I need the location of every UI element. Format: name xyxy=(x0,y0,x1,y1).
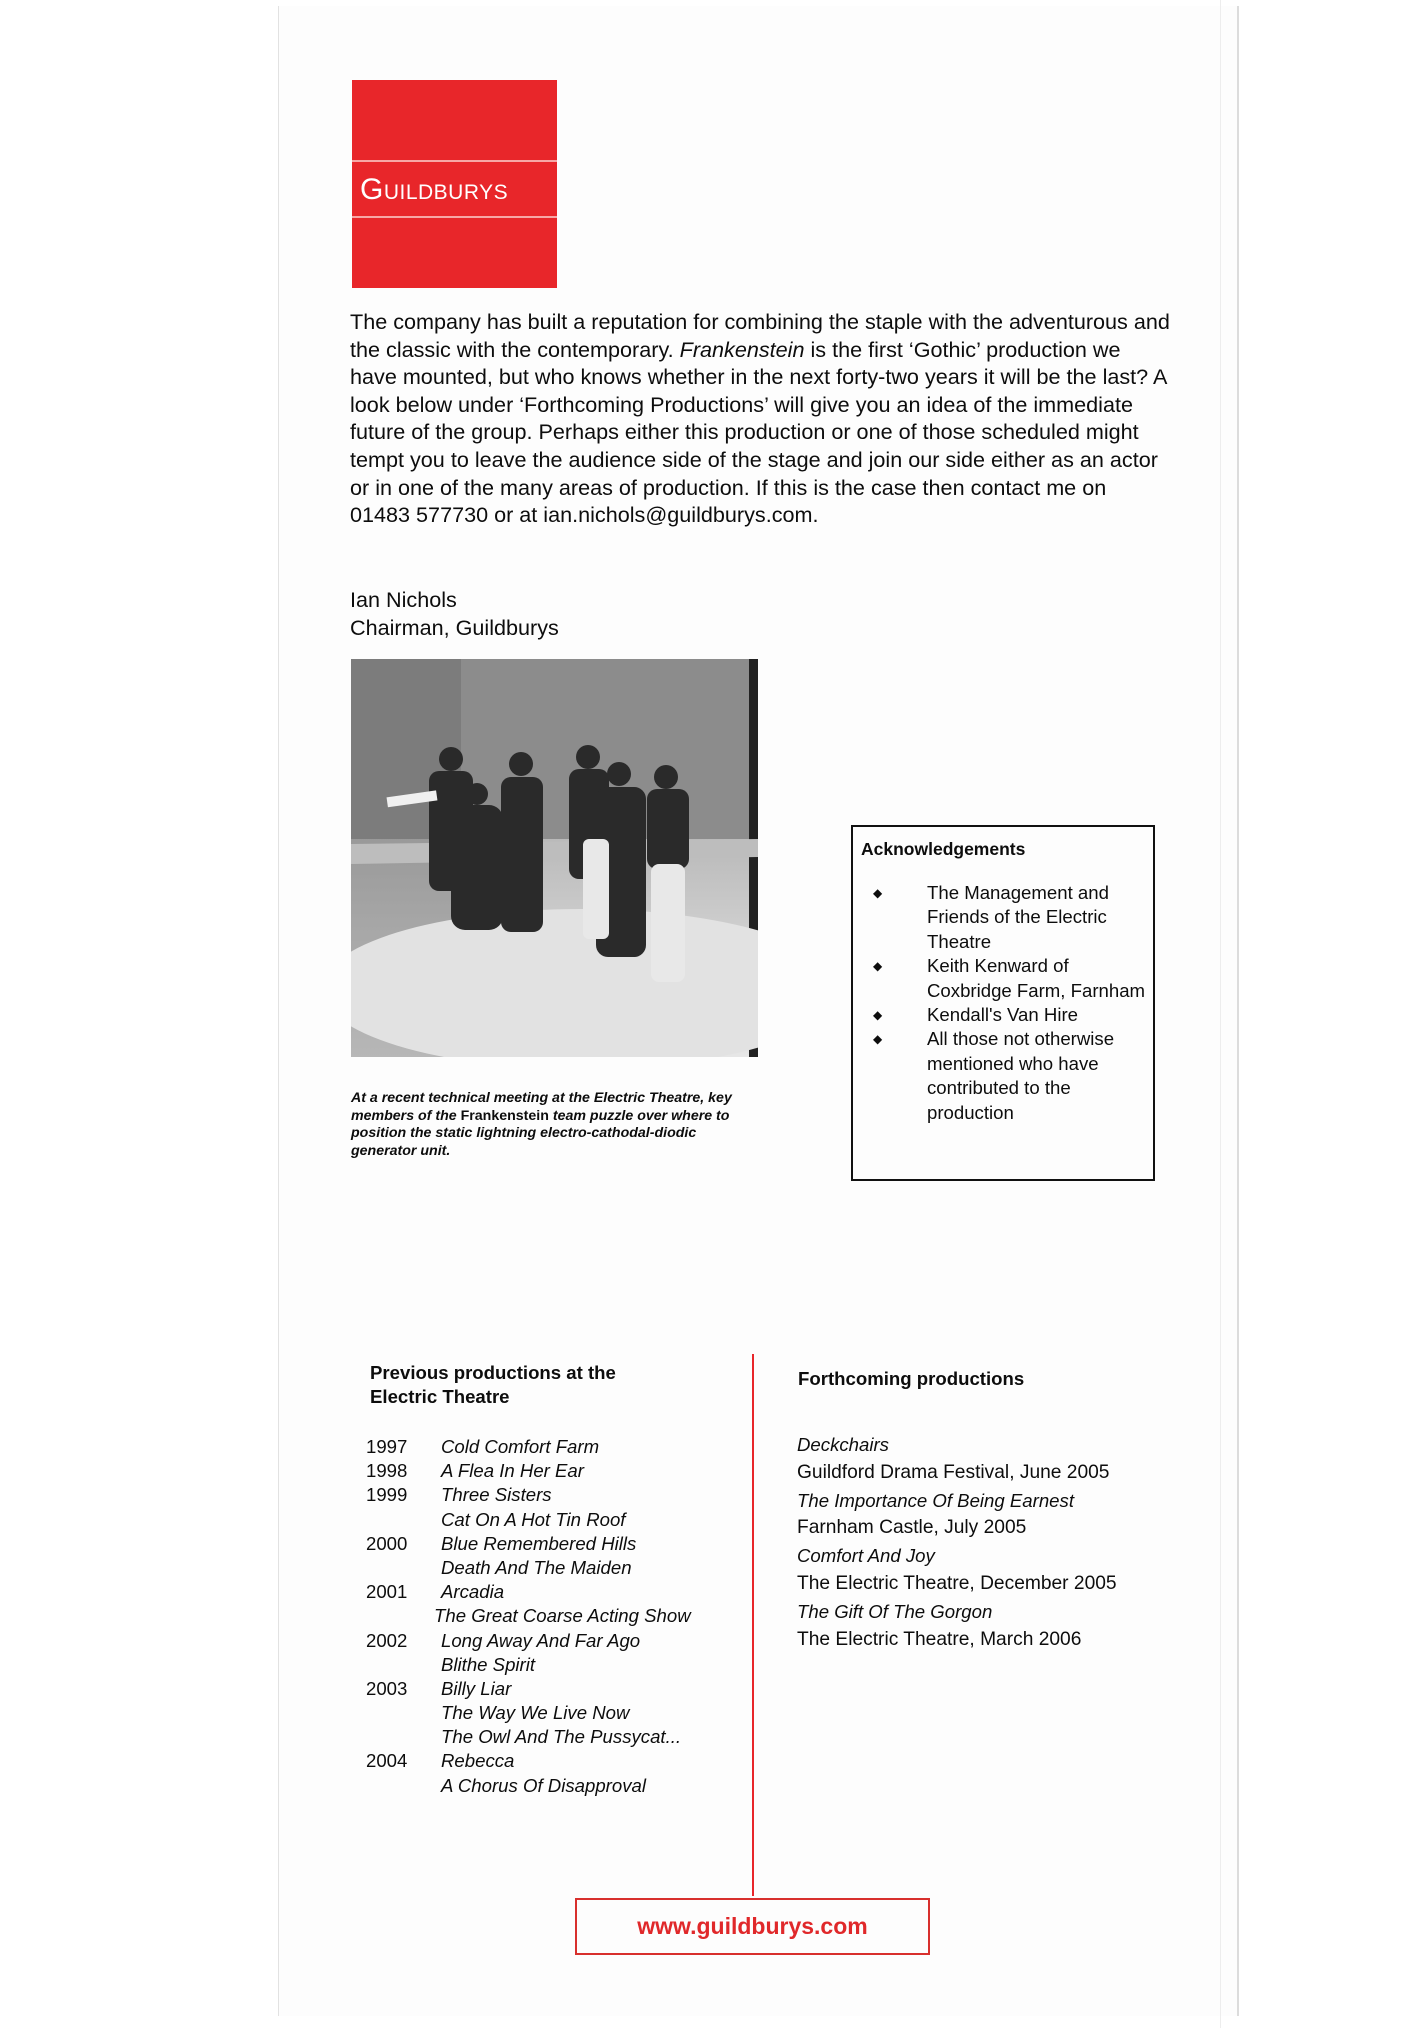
production-title: Blithe Spirit xyxy=(441,1653,536,1675)
production-row xyxy=(366,1483,746,1507)
forthcoming-venue: Guildford Drama Festival, June 2005 xyxy=(797,1461,1110,1483)
acknowledgement-text: Keith Kenward of Coxbridge Farm, Farnham xyxy=(927,955,1146,1001)
production-row xyxy=(366,1653,746,1677)
production-title: Three Sisters xyxy=(441,1484,552,1506)
guildburys-logo xyxy=(352,80,557,288)
production-title: Cold Comfort Farm xyxy=(441,1436,600,1457)
signature-block xyxy=(350,586,559,642)
production-title: Long Away And Far Ago xyxy=(441,1629,641,1651)
production-title: A Chorus Of Disapproval xyxy=(441,1774,646,1796)
production-title: The Way We Live Now xyxy=(441,1702,630,1724)
signature-name: Ian Nichols xyxy=(350,587,457,612)
production-title: A Flea In Her Ear xyxy=(441,1460,584,1482)
intro-text-1: The company has built a reputation for combining the staple with the adventurous and the classic with the contemporary. xyxy=(350,309,1170,362)
production-row xyxy=(366,1629,746,1653)
production-row xyxy=(366,1580,746,1604)
acknowledgement-item xyxy=(853,881,1153,954)
production-row xyxy=(366,1749,746,1773)
column-divider xyxy=(752,1354,754,1896)
production-row xyxy=(366,1774,746,1798)
photo-caption xyxy=(351,1090,761,1160)
diamond-bullet-icon: ◆ xyxy=(873,886,883,900)
forthcoming-venue: The Electric Theatre, March 2006 xyxy=(797,1628,1082,1650)
forthcoming-productions-list xyxy=(797,1431,1177,1653)
production-year: 2000 xyxy=(366,1532,408,1554)
production-year: 2004 xyxy=(366,1750,408,1772)
production-row xyxy=(366,1435,746,1459)
production-year: 2002 xyxy=(366,1629,408,1651)
forthcoming-title: Comfort And Joy xyxy=(797,1545,935,1567)
production-year: 2001 xyxy=(366,1581,408,1603)
logo-rule-top xyxy=(352,160,557,162)
production-year: 1998 xyxy=(366,1460,408,1482)
signature-role: Chairman, Guildburys xyxy=(350,615,559,640)
production-title: Blue Remembered Hills xyxy=(441,1532,637,1554)
acknowledgement-item xyxy=(853,954,1153,1003)
forthcoming-item xyxy=(797,1542,1177,1598)
production-row xyxy=(366,1459,746,1483)
production-year: 1997 xyxy=(366,1436,408,1457)
acknowledgements-title: Acknowledgements xyxy=(861,839,1026,859)
forthcoming-productions-title: Forthcoming productions xyxy=(798,1368,1025,1389)
production-title: Cat On A Hot Tin Roof xyxy=(441,1508,626,1530)
logo-rule-bottom xyxy=(352,216,557,218)
acknowledgement-text: All those not otherwise mentioned who have contributed to the production xyxy=(927,1028,1115,1123)
production-row xyxy=(366,1508,746,1532)
caption-text-2: team puzzle over where to position the static lightning electro-cathodal-diodic generator unit. xyxy=(351,1107,730,1159)
acknowledgement-text: Kendall's Van Hire xyxy=(927,1004,1079,1026)
forthcoming-title: The Gift Of The Gorgon xyxy=(797,1600,993,1622)
production-row xyxy=(366,1677,746,1701)
production-row xyxy=(366,1701,746,1725)
previous-productions-list xyxy=(366,1435,746,1798)
forthcoming-item xyxy=(797,1598,1177,1654)
diamond-bullet-icon: ◆ xyxy=(873,1008,883,1023)
logo-wordmark: Guildburys xyxy=(360,173,509,206)
production-row xyxy=(366,1532,746,1556)
forthcoming-item xyxy=(797,1487,1177,1543)
caption-text-1: At a recent technical meeting at the Electric Theatre, key members of the xyxy=(351,1090,732,1124)
production-year: 1999 xyxy=(366,1484,408,1506)
acknowledgement-item xyxy=(853,1027,1153,1125)
forthcoming-item xyxy=(797,1431,1177,1487)
production-title: Arcadia xyxy=(441,1581,505,1603)
intro-play-title: Frankenstein xyxy=(679,336,805,362)
production-row xyxy=(366,1604,746,1628)
acknowledgement-text: The Management and Friends of the Electric Theatre xyxy=(927,882,1109,952)
production-title: The Great Coarse Acting Show xyxy=(434,1605,691,1627)
diamond-bullet-icon: ◆ xyxy=(873,959,883,974)
forthcoming-title: Deckchairs xyxy=(797,1434,889,1455)
intro-text-2: is the first ‘Gothic’ production we have mounted, but who knows whether in the next forty-two years it will be the last? A look below under ‘Forthcoming Productions’ will give you an idea of the immediate future of the group. Perhaps either this production or one of those scheduled might tempt you to leave the audience side of the stage and join our side either as an actor or in one of the many areas of production. If this is the case then contact me on 01483 577730 or at ian.nichols@guildburys.com. xyxy=(350,336,1167,528)
team-photo xyxy=(351,659,758,1057)
production-title: The Owl And The Pussycat... xyxy=(441,1726,682,1748)
acknowledgements-list xyxy=(853,881,1153,1125)
production-row xyxy=(366,1556,746,1580)
intro-paragraph xyxy=(350,308,1170,529)
production-title: Death And The Maiden xyxy=(441,1556,632,1578)
fold-crease xyxy=(1220,0,1221,2028)
previous-productions-title: Previous productions at the Electric Theatre xyxy=(370,1362,616,1407)
forthcoming-venue: Farnham Castle, July 2005 xyxy=(797,1517,1027,1539)
website-url: www.guildburys.com xyxy=(575,1898,930,1955)
acknowledgement-item xyxy=(853,1003,1153,1027)
production-title: Rebecca xyxy=(441,1750,515,1772)
acknowledgements-box xyxy=(851,825,1155,1181)
production-row xyxy=(366,1725,746,1749)
caption-play-title: Frankenstein xyxy=(460,1107,549,1124)
forthcoming-venue: The Electric Theatre, December 2005 xyxy=(797,1572,1117,1594)
team-photo-illustration xyxy=(351,659,758,1057)
production-title: Billy Liar xyxy=(441,1677,512,1699)
production-year: 2003 xyxy=(366,1677,408,1699)
diamond-bullet-icon: ◆ xyxy=(873,1032,883,1047)
forthcoming-title: The Importance Of Being Earnest xyxy=(797,1489,1074,1511)
